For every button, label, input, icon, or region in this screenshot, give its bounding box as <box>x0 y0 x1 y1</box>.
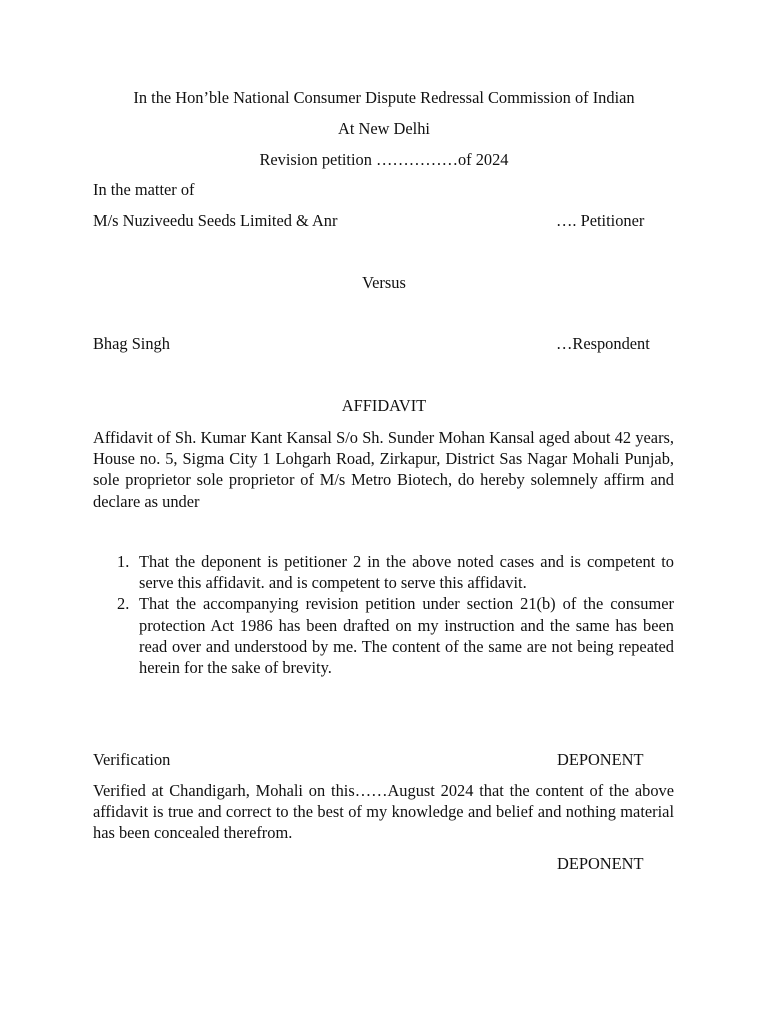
list-item <box>93 593 674 678</box>
affidavit-intro: Affidavit of Sh. Kumar Kant Kansal S/o Sh. Sunder Mohan Kansal aged about 42 years, House no. 5, Sigma City 1 Lohgarh Road, Zirkapur, District Sas Nagar Mohali Punjab, sole proprietor sole proprietor of M/s Metro Biotech, do hereby solemnely affirm and declare as under <box>93 428 674 511</box>
versus-label: Versus <box>362 273 406 292</box>
deponent-label-1: DEPONENT <box>557 750 644 769</box>
matter-intro: In the matter of <box>93 180 195 199</box>
list-item-number: 1. <box>117 552 130 571</box>
verification-text: Verified at Chandigarh, Mohali on this……August 2024 that the content of the above affidavit is true and correct to the best of my knowledge and belief and nothing material has been concealed therefrom. <box>93 781 674 843</box>
verification-label: Verification <box>93 750 171 769</box>
court-location: At New Delhi <box>338 119 430 138</box>
respondent-name: Bhag Singh <box>93 334 170 353</box>
list-item <box>93 551 674 593</box>
list-item-number: 2. <box>117 594 130 614</box>
petition-number: Revision petition ……………of 2024 <box>259 150 509 169</box>
respondent-role: …Respondent <box>556 334 650 353</box>
list-item-text: That the accompanying revision petition under section 21(b) of the consumer protection Act 1986 has been drafted on my instruction and the same has been read over and understood by me. The content of the same are not being repeated herein for the sake of brevity. <box>139 594 674 678</box>
affidavit-points <box>93 551 674 678</box>
list-item-text: That the deponent is petitioner 2 in the above noted cases and is competent to serve this affidavit. and is competent to serve this affidavit. <box>139 552 674 593</box>
petitioner-name: M/s Nuziveedu Seeds Limited & Anr <box>93 211 338 230</box>
deponent-label-2: DEPONENT <box>557 854 644 873</box>
affidavit-title: AFFIDAVIT <box>341 396 427 415</box>
petitioner-role: …. Petitioner <box>556 211 645 230</box>
court-title: In the Hon’ble National Consumer Dispute Redressal Commission of Indian <box>133 88 635 107</box>
